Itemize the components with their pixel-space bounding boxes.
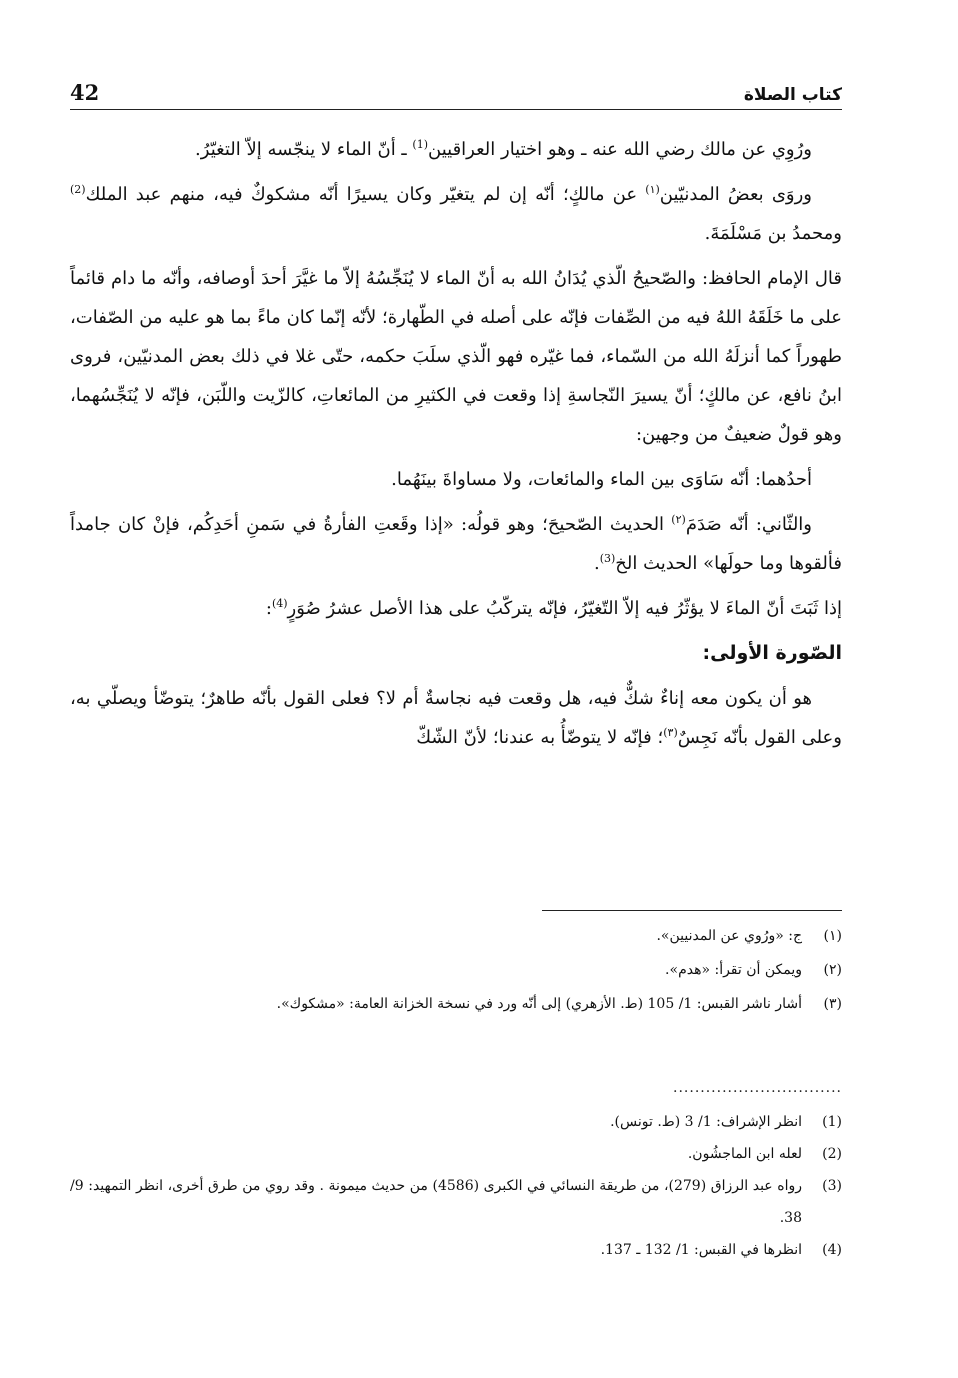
- text: هو أن يكون معه إناءٌ شكٌّ فيه، هل وقعت فيه نجاسةٌ أم لا؟ فعلى القول بأنّه طاهرٌ؛ يتوضّأ ويصلّي به، وعلى القول بأنّه نَجِسٌ: [70, 688, 842, 748]
- footnote-ref: (1): [412, 138, 429, 151]
- footnote-text: انظرها في القبس: 1/ 132 ـ 137.: [600, 1242, 802, 1258]
- text: ؛ فإنّه لا يتوضّأُ به عندنا؛ لأنّ الشّكّ: [416, 727, 664, 748]
- source-footnotes: [70, 1072, 842, 1266]
- footnote-number: (٣): [823, 996, 842, 1012]
- editor-footnotes: [70, 910, 842, 1021]
- footnote-rule: [542, 910, 842, 911]
- footnote-ref: (4): [271, 597, 288, 610]
- footnote-text: رواه عبد الرزاق (279)، من طريقة النسائي في الكبرى (4586) من حديث ميمونة . وقد روي من طرق أخرى، انظر التمهيد: 9/ 38.: [70, 1178, 802, 1226]
- text: :: [265, 598, 272, 619]
- footnote: [70, 987, 842, 1021]
- text: ورُوِي عن مالك رضي الله عنه ـ وهو اختيار العراقيين: [428, 139, 812, 160]
- paragraph: [70, 175, 842, 253]
- paragraph: [70, 130, 842, 169]
- footnote-text: ج: «ورُوي عن المدنيين».: [656, 928, 802, 944]
- footnote-number: (4): [822, 1242, 842, 1258]
- footnote-number: (2): [822, 1146, 842, 1162]
- footnote-text: أشار ناشر القبس: 1/ 105 (ط. الأزهري) إلى أنّه ورد في نسخة الخزانة العامة: «مشكوك».: [276, 996, 802, 1012]
- footnote-ref: (٣): [663, 726, 678, 739]
- text: ـ أنّ الماء لا ينجّسه إلاّ التغيّرُ.: [195, 139, 413, 160]
- footnote-ref: (١): [645, 183, 660, 196]
- footnote: [70, 1234, 842, 1266]
- footnote-text: لعله ابن الماجشُون.: [687, 1146, 802, 1162]
- text: ومحمدُ بن مَسْلَمَةَ.: [704, 223, 842, 244]
- main-text: [70, 130, 842, 763]
- text: إذا ثَبَتَ أنّ الماءَ لا يؤثّرُ فيه إلاّ التّغيّرُ، فإنّه يتركّبُ على هذا الأصل عشرُ صُوَرٍ: [287, 598, 842, 619]
- footnote-ref: (2): [70, 183, 86, 196]
- running-title: كتاب الصلاة: [743, 85, 842, 105]
- footnote: [70, 1106, 842, 1138]
- footnote: [70, 919, 842, 953]
- paragraph: [70, 679, 842, 757]
- page-number: 42: [70, 80, 100, 105]
- footnote-number: (3): [822, 1178, 842, 1194]
- footnote-ref: (3): [599, 552, 616, 565]
- footnote: [70, 1138, 842, 1170]
- text: عن مالكٍ؛ أنّه إن لم يتغيّر وكان يسيرًا أنّه مشكوكٌ فيه، منهم عبد الملك: [85, 184, 646, 205]
- dotted-separator: ...............................: [673, 1080, 842, 1096]
- page-header: [70, 80, 842, 110]
- footnote-ref: (٢): [671, 513, 686, 526]
- paragraph: قال الإمام الحافظ: والصّحيحُ الّذي يُدَانُ الله به أنّ الماء لا يُنَجِّسُهُ إلاّ ما غيَّرَ أحدَ أوصافه، وأنّه ما دام قائماً على ما خَلَقَهُ اللهُ فيه من الصِّفات فإنّه على أصله في الطّهارة؛ لأنّه إنّما كان ماءً بما هو عليه من الصّفات، طهوراً كما أنزلَهُ الله من السّماء، فما غيّره فهو الّذي سلَبَ حكمه، حتّى غلا في ذلك بعض المدنيّين، فروى ابنُ نافع، عن مالكٍ؛ أنّ يسيرَ النّجاسةِ إذا وقعت في الكثيرِ من المائعاتِ، كالزّيت واللّبَن، فإنّه لا يُنَجِّسُهما، وهو قولٌ ضعيفٌ من وجهين:: [70, 268, 842, 445]
- text: وروَى بعضُ المدنيّين: [659, 184, 812, 205]
- text: الحديث الصّحيحَ؛ وهو قولُه: «إذا وقَعتِ الفأرةُ في سَمنِ أحَدِكُم، فإنْ كان جامداً فألقوها وما حولَها» الحديث الخ: [70, 514, 842, 574]
- paragraph: [70, 505, 842, 583]
- footnote-number: (1): [822, 1114, 842, 1130]
- footnote-text: انظر الإشراف: 1/ 3 (ط. تونس).: [610, 1114, 802, 1130]
- section-heading: الصّورة الأولى:: [702, 642, 842, 664]
- footnote: [70, 1170, 842, 1234]
- footnote-number: (١): [823, 928, 842, 944]
- paragraph: [70, 589, 842, 628]
- footnote-text: ويمكن أن تقرأ: «هدم».: [665, 962, 802, 978]
- footnote: [70, 953, 842, 987]
- text: .: [593, 553, 600, 574]
- footnote-number: (٢): [823, 962, 842, 978]
- paragraph: أحدُهما: أنّه سَاوَى بين الماء والمائعات، ولا مساواةَ بينَهُما.: [391, 469, 812, 490]
- text: والثّاني: أنّه صَدَمَ: [685, 514, 812, 535]
